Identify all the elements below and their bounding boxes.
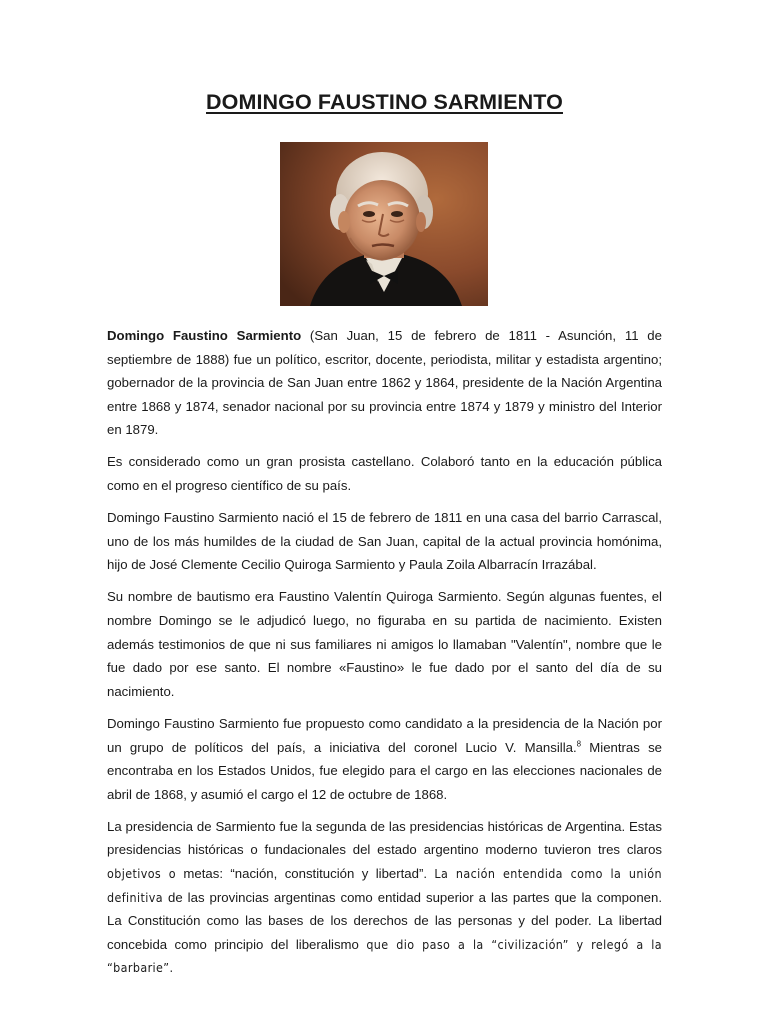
document-body xyxy=(107,324,662,988)
document-title: DOMINGO FAUSTINO SARMIENTO xyxy=(206,90,563,114)
paragraph-6-text-e: de las provincias argentinas como entidad superior a las partes que la componen. La Constitución como las bases de los derechos de las personas y del poder. La libertad concebida como principio del liberalismo xyxy=(107,889,662,952)
paragraph-6 xyxy=(107,815,662,980)
portrait-image xyxy=(280,142,488,306)
paragraph-4: Su nombre de bautismo era Faustino Valentín Quiroga Sarmiento. Según algunas fuentes, el nombre Domingo se le adjudicó luego, no figuraba en su partida de nacimiento. Existen además testimonios de que ni sus familiares ni amigos lo llamaban "Valentín", nombre que le fue dado por ese santo. El nombre «Faustino» le fue dado por el santo del día de su nacimiento. xyxy=(107,589,662,699)
paragraph-5-text-b: Mientras se encontraba en los Estados Unidos, fue elegido para el cargo en las elecciones nacionales de abril de 1868, y asumió el cargo el 12 de octubre de 1868. xyxy=(107,739,662,802)
paragraph-2: Es considerado como un gran prosista castellano. Colaboró tanto en la educación pública como en el progreso científico de su país. xyxy=(107,454,662,494)
paragraph-6-text-c: metas: “nación, constitución y libertad”. xyxy=(176,865,435,881)
footnote-reference[interactable]: 8 xyxy=(576,739,582,749)
paragraph-3: Domingo Faustino Sarmiento nació el 15 de febrero de 1811 en una casa del barrio Carrascal, uno de los más humildes de la ciudad de San Juan, capital de la actual provincia homónima, hijo de José Clemente Cecilio Quiroga Sarmiento y Paula Zoila Albarracín Irrazábal. xyxy=(107,510,662,573)
paragraph-1 xyxy=(107,324,662,442)
subject-name: Domingo Faustino Sarmiento xyxy=(107,328,302,343)
paragraph-6-text-f: que dio paso a la “civilización” y relegó a la “barbarie”. xyxy=(107,936,662,976)
paragraph-6-text-a: La presidencia de Sarmiento fue la segunda de las presidencias históricas de Argentina. Estas presidencias históricas o fundacionales del estado argentino moderno tuvieron tres claros xyxy=(107,818,662,858)
paragraph-5 xyxy=(107,712,662,806)
paragraph-6-text-d: La nación entendida como la unión definitiva xyxy=(107,865,662,905)
paragraph-1-text: (San Juan, 15 de febrero de 1811 - Asunción, 11 de septiembre de 1888) fue un político, escritor, docente, periodista, militar y estadista argentino; gobernador de la provincia de San Juan entre 1862 y 1864, presidente de la Nación Argentina entre 1868 y 1874, senador nacional por su provincia entre 1874 y 1879 y ministro del Interior en 1879. xyxy=(107,328,662,438)
paragraph-5-text-a: Domingo Faustino Sarmiento fue propuesto como candidato a la presidencia de la Nación por un grupo de políticos del país, a iniciativa del coronel Lucio V. Mansilla. xyxy=(107,715,662,755)
paragraph-6-text-b: objetivos o xyxy=(107,865,177,881)
